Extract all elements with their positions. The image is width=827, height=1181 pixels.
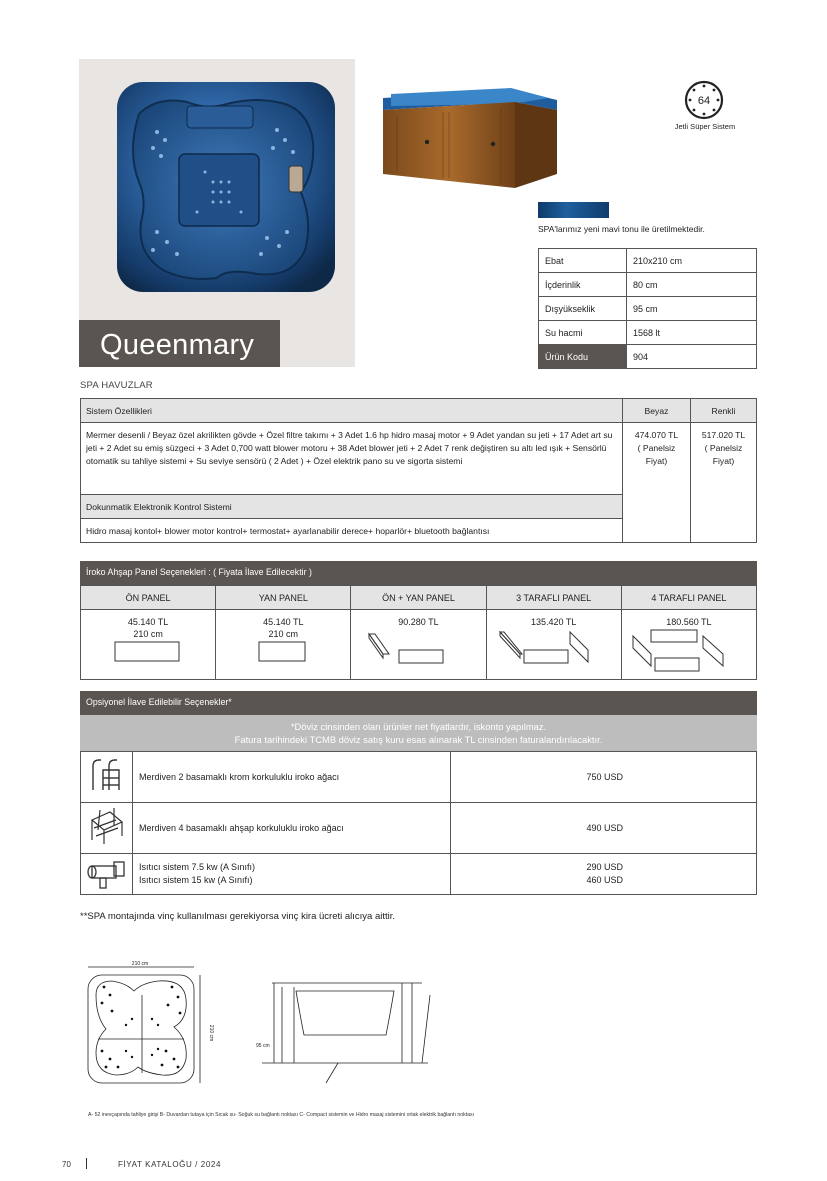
optional-note-line: Fatura tarihindeki TCMB döviz satış kuru esas alınarak TL cinsinden faturalandırılacaktır. (234, 734, 603, 745)
white-price-cell (623, 423, 691, 543)
spec-label: Ürün Kodu (539, 345, 627, 369)
color-note: SPA'larımız yeni mavi tonu ile üretilmektedir. (538, 224, 705, 234)
spec-row (539, 297, 757, 321)
spec-value: 904 (627, 345, 757, 369)
optional-price (451, 854, 757, 895)
panel-price: 90.280 TL (398, 617, 439, 627)
catalog-label: FİYAT KATALOĞU / 2024 (118, 1160, 222, 1169)
ladder-chrome-icon (81, 752, 133, 803)
front-panel-icon (113, 640, 183, 664)
spec-label: Ebat (539, 249, 627, 273)
top-height-label: 210 cm (208, 1024, 214, 1042)
optional-row (81, 752, 757, 803)
control-system-header: Dokunmatik Elektronik Kontrol Sistemi (81, 495, 623, 519)
features-description: Mermer desenli / Beyaz özel akrilikten gövde + Özel filtre takımı + 3 Adet 1.6 hp hidro masaj motor + 9 Adet yandan su jeti + 17 Adet art su jeti + 2 Adet su emiş süzgeci + 3 Adet 0,700 watt blower motoru + 38 Adet blower jeti + 2 Adet 7 renk değiştiren su altı led ışık + Sensörlü otomatik su tahliye sistemi + Su seviye sensörü ( 2 Adet ) + Özel elektrik pano su ve sigorta sistemi (81, 423, 623, 495)
optional-desc: Merdiven 4 basamaklı ahşap korkuluklu iroko ağacı (133, 803, 451, 854)
heater-price: 290 USD (586, 862, 623, 872)
panel-cell (81, 610, 216, 680)
color-price-note: ( Panelsiz (704, 443, 743, 453)
jet-system-label: Jetli Süper Sistem (674, 122, 736, 131)
optional-row (81, 803, 757, 854)
panel-cell (216, 610, 351, 680)
four-side-panel-icon (629, 628, 749, 676)
optional-table (80, 751, 757, 895)
heater-price: 460 USD (586, 875, 623, 885)
spec-value: 1568 lt (627, 321, 757, 345)
jet-system-icon (684, 80, 724, 120)
optional-note-line: *Döviz cinsinden olan ürünler net fiyatlardır, iskonto yapılmaz. (290, 721, 547, 732)
color-swatch (538, 202, 609, 218)
white-price-note: ( Panelsiz (637, 443, 676, 453)
section-label: SPA HAVUZLAR (80, 380, 153, 391)
features-table (80, 398, 757, 543)
optional-price: 490 USD (451, 803, 757, 854)
optional-desc (133, 854, 451, 895)
panel-name: ÖN + YAN PANEL (351, 586, 486, 610)
spec-row (539, 321, 757, 345)
spec-label: Su hacmi (539, 321, 627, 345)
panel-name: ÖN PANEL (81, 586, 216, 610)
heater-option: Isıtıcı sistem 15 kw (A Sınıfı) (139, 875, 253, 885)
technical-drawings (82, 955, 442, 1090)
side-height-label: 95 cm (256, 1043, 270, 1049)
optional-desc: Merdiven 2 basamaklı krom korkuluklu iroko ağacı (133, 752, 451, 803)
page-number: 70 (62, 1160, 71, 1169)
panel-price: 180.560 TL (666, 617, 712, 627)
panel-size: 210 cm (133, 629, 163, 639)
optional-note (80, 715, 757, 751)
front-side-panel-icon (363, 628, 473, 672)
heater-option: Isıtıcı sistem 7.5 kw (A Sınıfı) (139, 862, 256, 872)
white-column-header: Beyaz (623, 399, 691, 423)
spec-value: 80 cm (627, 273, 757, 297)
side-panel-icon (257, 640, 309, 664)
footer-divider (86, 1158, 87, 1169)
panel-name: 3 TARAFLI PANEL (486, 586, 621, 610)
panel-size: 210 cm (268, 629, 299, 639)
panel-cell (351, 610, 486, 680)
panel-name: YAN PANEL (216, 586, 351, 610)
white-price-note: Fiyat) (645, 456, 668, 466)
product-title: Queenmary (100, 329, 255, 361)
top-width-label: 210 cm (131, 961, 149, 967)
spa-top-view-image (117, 82, 335, 292)
panel-price: 135.420 TL (530, 617, 577, 627)
spa-side-view-image (383, 82, 557, 190)
panel-cell (486, 610, 621, 680)
panel-cell (621, 610, 756, 680)
panel-price: 45.140 TL (127, 617, 169, 627)
ladder-wood-icon (81, 803, 133, 854)
control-system-description: Hidro masaj kontol+ blower motor kontrol+ termostat+ ayarlanabilir derece+ hoparlör+ bluetooth bağlantısı (81, 519, 623, 543)
spec-row (539, 249, 757, 273)
spec-value: 95 cm (627, 297, 757, 321)
heater-icon (81, 854, 133, 895)
panel-options-title: İroko Ahşap Panel Seçenekleri : ( Fiyata İlave Edilecektir ) (80, 561, 757, 585)
optional-price: 750 USD (451, 752, 757, 803)
spec-label: İçderinlik (539, 273, 627, 297)
panel-options-table (80, 585, 757, 680)
diagram-caption: A- 52 inevçapında tahliye girişi B- Duvardan tutaya için Sıcak su- Soğuk su bağlantı noktası C- Compact sistemin ve Hidro masaj sistemini ortak elektrik bağlantı noktası (88, 1112, 475, 1118)
panel-name: 4 TARAFLI PANEL (621, 586, 756, 610)
panel-price: 45.140 TL (263, 617, 304, 627)
optional-title: Opsiyonel İlave Edilebilir Seçenekler* (80, 691, 757, 715)
color-price-cell (691, 423, 757, 543)
color-column-header: Renkli (691, 399, 757, 423)
spec-row (539, 273, 757, 297)
footnote: **SPA montajında vinç kullanılması gerekiyorsa vinç kira ücreti alıcıya aittir. (80, 911, 396, 922)
spec-row (539, 345, 757, 369)
spec-table (538, 248, 757, 369)
jet-badge-number: 64 (697, 95, 711, 107)
optional-row (81, 854, 757, 895)
spec-value: 210x210 cm (627, 249, 757, 273)
color-price: 517.020 TL (701, 430, 746, 440)
white-price: 474.070 TL (634, 430, 679, 440)
spec-label: Dışyükseklik (539, 297, 627, 321)
three-side-panel-icon (494, 628, 614, 672)
features-header: Sistem Özellikleri (81, 399, 623, 423)
color-price-note: Fiyat) (712, 456, 735, 466)
